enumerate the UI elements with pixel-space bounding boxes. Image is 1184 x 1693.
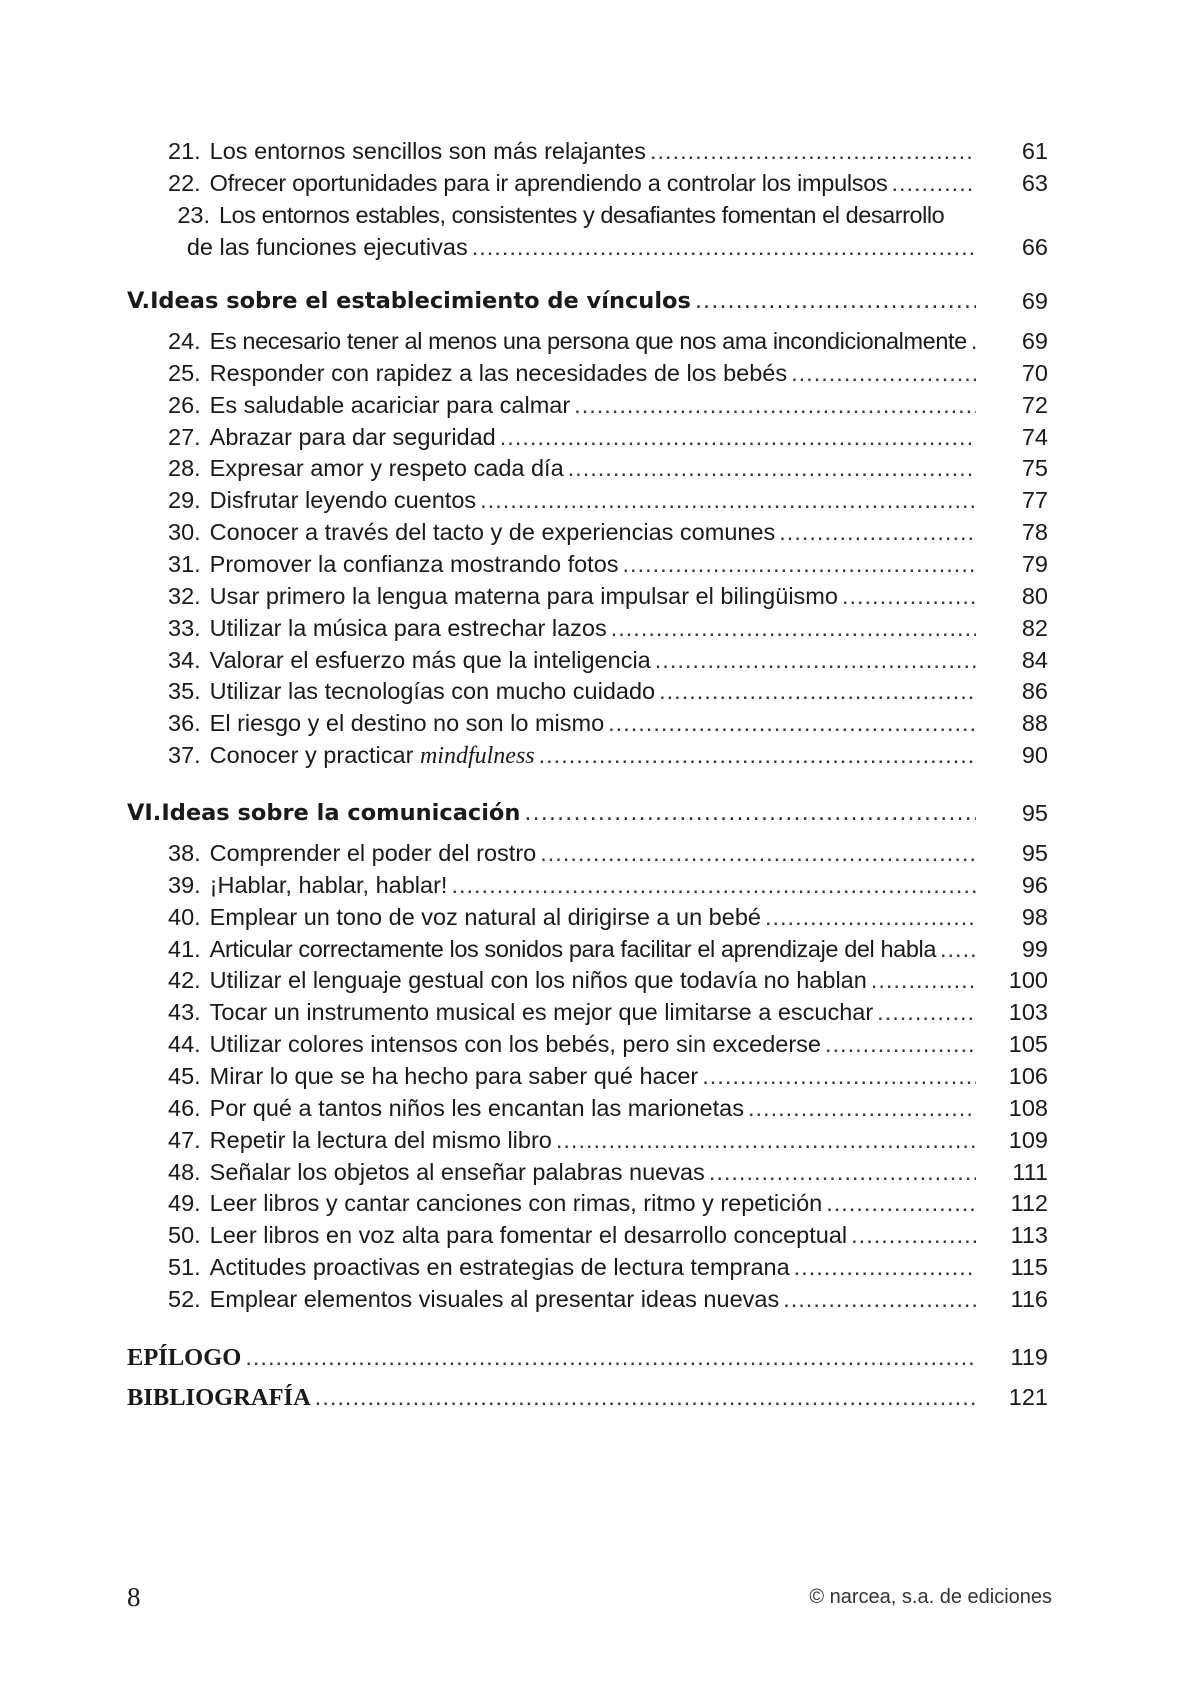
entry-page: 96 — [1021, 871, 1048, 898]
entry-title: Conocer y practicar — [209, 742, 414, 769]
entry-number: 29. — [168, 487, 201, 514]
entry-page: 103 — [1008, 999, 1048, 1026]
entry-number: 43. — [168, 999, 201, 1026]
page-number: 8 — [127, 1582, 141, 1612]
entry-page: 75 — [1021, 455, 1048, 482]
entry-title: Emplear un tono de voz natural al dirigirse a un bebé — [209, 903, 761, 930]
entry-number: 22. — [168, 170, 201, 196]
dot-leader — [608, 707, 976, 739]
entry-title: Utilizar colores intensos con los bebés, pero sin excederse — [209, 1031, 821, 1058]
entry-title: Mirar lo que se ha hecho para saber qué hacer — [209, 1062, 699, 1089]
entry-number: 51. — [168, 1254, 201, 1281]
entry-page: 72 — [1021, 391, 1048, 418]
entry-number: 44. — [168, 1031, 201, 1058]
entry-page: 79 — [1021, 550, 1048, 577]
entry-page: 77 — [1021, 487, 1048, 514]
dot-leader — [315, 1381, 976, 1413]
bibliografia-title: BIBLIOGRAFÍA — [127, 1384, 311, 1411]
entry-number: 46. — [168, 1094, 201, 1121]
dot-leader — [540, 837, 976, 869]
entry-page: 113 — [1010, 1222, 1048, 1249]
dot-leader — [851, 1219, 976, 1251]
entry-title: Emplear elementos visuales al presentar ideas nuevas — [209, 1285, 780, 1312]
toc-entry — [168, 484, 1048, 516]
toc-entry — [168, 901, 1048, 933]
toc-entry — [168, 739, 1048, 771]
entry-number: 34. — [168, 646, 201, 673]
entry-page: 66 — [1021, 234, 1048, 260]
dot-leader — [871, 964, 976, 996]
entry-number: 35. — [168, 678, 201, 705]
entry-page: 63 — [1021, 170, 1048, 196]
dot-leader — [791, 357, 976, 389]
entry-number: 27. — [168, 423, 201, 450]
dot-leader — [568, 452, 976, 484]
toc-entry — [168, 1060, 1048, 1092]
toc-entry — [168, 707, 1048, 739]
entry-page: 84 — [1021, 646, 1048, 673]
entry-title: Tocar un instrumento musical es mejor que limitarse a escuchar — [209, 999, 874, 1026]
section-number: VI. — [127, 800, 162, 826]
entry-title: Responder con rapidez a las necesidades de los bebés — [209, 359, 788, 386]
dot-leader — [783, 1283, 976, 1315]
entry-title: Los entornos estables, consistentes y desafiantes fomentan el desarrollo — [219, 202, 945, 228]
entry-page: 106 — [1008, 1062, 1048, 1089]
toc-entry-continuation — [168, 231, 1048, 263]
toc-epilogo — [127, 1341, 1048, 1373]
dot-leader — [472, 231, 976, 263]
entry-number: 36. — [168, 710, 201, 737]
dot-leader — [695, 285, 976, 317]
toc-section-heading — [127, 797, 1048, 829]
dot-leader — [556, 1124, 976, 1156]
toc-bibliografia — [127, 1381, 1048, 1413]
entry-page: 116 — [1010, 1285, 1048, 1312]
entry-title: Los entornos sencillos son más relajantes — [209, 138, 646, 164]
entry-title: ¡Hablar, hablar, hablar! — [209, 871, 448, 898]
toc-entry — [168, 1251, 1048, 1283]
entry-number: 47. — [168, 1126, 201, 1153]
toc-entry — [168, 1283, 1048, 1315]
entry-page: 100 — [1008, 967, 1048, 994]
section-number: V. — [127, 288, 151, 314]
dot-leader — [539, 739, 976, 771]
entry-number: 28. — [168, 455, 201, 482]
entry-page: 69 — [1021, 328, 1048, 354]
dot-leader — [655, 644, 976, 676]
toc-entry — [168, 612, 1048, 644]
dot-leader — [574, 389, 976, 421]
toc-entry — [168, 516, 1048, 548]
entry-title: Leer libros y cantar canciones con rimas, ritmo y repetición — [209, 1190, 823, 1217]
toc-entry — [168, 325, 1048, 357]
dot-leader — [794, 1251, 976, 1283]
entry-page: 88 — [1021, 710, 1048, 737]
dot-leader — [245, 1341, 976, 1373]
toc-entry — [168, 996, 1048, 1028]
entry-page: 90 — [1021, 742, 1048, 769]
toc-entry — [168, 357, 1048, 389]
dot-leader — [765, 901, 976, 933]
entry-title: Valorar el esfuerzo más que la inteligencia — [209, 646, 651, 673]
dot-leader — [480, 484, 976, 516]
entry-title: Promover la confianza mostrando fotos — [209, 550, 619, 577]
toc-entry — [168, 869, 1048, 901]
entry-title: Expresar amor y respeto cada día — [209, 455, 564, 482]
toc-entry — [168, 675, 1048, 707]
entry-number: 49. — [168, 1190, 201, 1217]
toc-entry — [168, 1028, 1048, 1060]
entry-number: 30. — [168, 519, 201, 546]
entry-title: Abrazar para dar seguridad — [209, 423, 496, 450]
toc-entry — [168, 1219, 1048, 1251]
dot-leader — [940, 933, 976, 965]
entry-page: 111 — [1012, 1158, 1048, 1185]
entry-page: 74 — [1021, 423, 1048, 450]
toc-entry — [168, 964, 1048, 996]
dot-leader — [842, 580, 976, 612]
toc-entry — [168, 548, 1048, 580]
entry-page: 78 — [1021, 519, 1048, 546]
entry-title: Utilizar el lenguaje gestual con los niños que todavía no hablan — [209, 967, 867, 994]
entry-title-italic: mindfulness — [419, 743, 535, 770]
entry-number: 42. — [168, 967, 201, 994]
dot-leader — [709, 1156, 976, 1188]
entry-page: 80 — [1021, 582, 1048, 609]
epilogo-title: EPÍLOGO — [127, 1344, 242, 1371]
entry-page: 82 — [1021, 614, 1048, 641]
entry-title: Usar primero la lengua materna para impulsar el bilingüismo — [209, 582, 838, 609]
dot-leader — [826, 1187, 976, 1219]
toc-entry — [168, 199, 1048, 231]
entry-page: 70 — [1021, 359, 1048, 386]
section-page: 95 — [1021, 800, 1048, 826]
entry-page: 105 — [1008, 1031, 1048, 1058]
entry-number: 38. — [168, 840, 201, 866]
entry-number: 37. — [168, 742, 201, 769]
section-title: Ideas sobre el establecimiento de vínculos — [150, 288, 691, 314]
entry-title: El riesgo y el destino no son lo mismo — [209, 710, 605, 737]
toc-entry — [168, 837, 1048, 869]
entry-title: Disfrutar leyendo cuentos — [209, 487, 477, 514]
dot-leader — [611, 612, 976, 644]
toc-entry — [168, 452, 1048, 484]
dot-leader — [524, 797, 976, 829]
toc-entry — [168, 933, 1048, 965]
entry-title: Repetir la lectura del mismo libro — [209, 1126, 552, 1153]
dot-leader — [877, 996, 976, 1028]
entry-page: 95 — [1021, 840, 1048, 866]
entry-page: 61 — [1021, 138, 1048, 164]
toc-entry — [168, 1187, 1048, 1219]
entry-page: 86 — [1021, 678, 1048, 705]
entry-page: 109 — [1008, 1126, 1048, 1153]
dot-leader — [500, 421, 976, 453]
entry-title: Conocer a través del tacto y de experiencias comunes — [209, 519, 776, 546]
toc-entry — [168, 421, 1048, 453]
entry-page: 99 — [1021, 935, 1048, 962]
entry-number: 26. — [168, 391, 201, 418]
dot-leader — [650, 135, 976, 167]
dot-leader — [825, 1028, 976, 1060]
entry-number: 52. — [168, 1285, 201, 1312]
publisher-credit: © narcea, s.a. de ediciones — [809, 1586, 1052, 1608]
toc-entry — [168, 167, 1048, 199]
entry-number: 23. — [177, 202, 210, 228]
toc-section-heading — [127, 285, 1048, 317]
entry-title: Utilizar las tecnologías con mucho cuidado — [209, 678, 656, 705]
entry-page: 108 — [1008, 1094, 1048, 1121]
dot-leader — [748, 1092, 976, 1124]
dot-leader — [891, 167, 976, 199]
toc-entry — [168, 135, 1048, 167]
entry-number: 50. — [168, 1222, 201, 1249]
toc-entry — [168, 1124, 1048, 1156]
entry-page: 115 — [1010, 1254, 1048, 1281]
section-page: 69 — [1021, 288, 1048, 314]
entry-title: Señalar los objetos al enseñar palabras nuevas — [209, 1158, 705, 1185]
toc-entry — [168, 389, 1048, 421]
dot-leader — [702, 1060, 976, 1092]
dot-leader — [971, 325, 976, 357]
toc-entry — [168, 1156, 1048, 1188]
toc-entry — [168, 644, 1048, 676]
dot-leader — [779, 516, 976, 548]
entry-title: Por qué a tantos niños les encantan las marionetas — [209, 1094, 744, 1121]
dot-leader — [623, 548, 976, 580]
epilogo-page: 119 — [1010, 1344, 1048, 1370]
entry-title: Articular correctamente los sonidos para facilitar el aprendizaje del habla — [209, 935, 936, 962]
entry-title: Es necesario tener al menos una persona que nos ama incondicionalmente — [209, 328, 967, 354]
entry-number: 39. — [168, 871, 201, 898]
entry-title: Comprender el poder del rostro — [209, 840, 537, 866]
dot-leader — [451, 869, 976, 901]
entry-number: 45. — [168, 1062, 201, 1089]
dot-leader — [659, 675, 976, 707]
bibliografia-page: 121 — [1008, 1384, 1048, 1410]
toc-entry — [168, 580, 1048, 612]
toc-entry — [168, 1092, 1048, 1124]
entry-number: 31. — [168, 550, 201, 577]
entry-number: 32. — [168, 582, 201, 609]
entry-page: 98 — [1021, 903, 1048, 930]
entry-number: 41. — [168, 935, 201, 962]
entry-page: 112 — [1010, 1190, 1048, 1217]
entry-title: de las funciones ejecutivas — [186, 234, 468, 260]
entry-number: 33. — [168, 614, 201, 641]
entry-title: Es saludable acariciar para calmar — [209, 391, 571, 418]
entry-title: Ofrecer oportunidades para ir aprendiendo a controlar los impulsos — [209, 170, 888, 196]
entry-number: 25. — [168, 359, 201, 386]
entry-number: 40. — [168, 903, 201, 930]
entry-number: 24. — [168, 328, 201, 354]
entry-number: 48. — [168, 1158, 201, 1185]
entry-title: Actitudes proactivas en estrategias de lectura temprana — [209, 1254, 790, 1281]
entry-title: Leer libros en voz alta para fomentar el desarrollo conceptual — [209, 1222, 848, 1249]
entry-title: Utilizar la música para estrechar lazos — [209, 614, 607, 641]
section-title: Ideas sobre la comunicación — [161, 800, 521, 826]
entry-number: 21. — [168, 138, 201, 164]
